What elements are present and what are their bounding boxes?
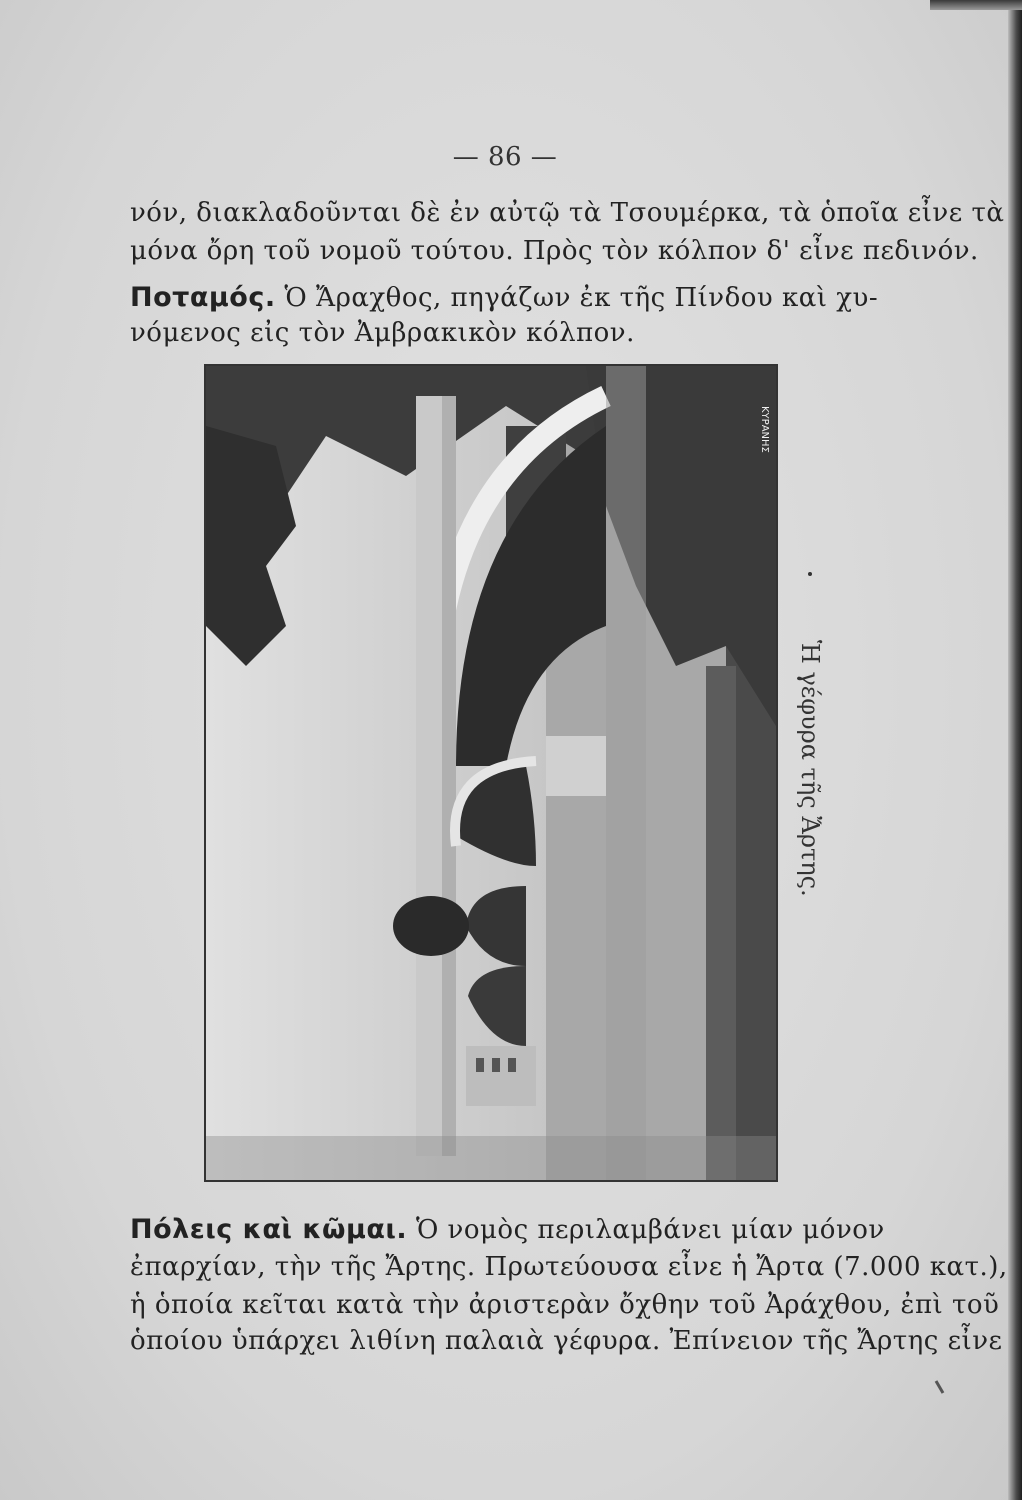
text-line: ἡ ὁποία κεῖται κατὰ τὴν ἀριστερὰν ὄχθην τοῦ Ἀράχθου, ἐπὶ τοῦ bbox=[130, 1290, 1000, 1320]
page-edge bbox=[1008, 0, 1022, 1500]
section-heading-rivers: Ποταμός. bbox=[130, 282, 276, 313]
text-line bbox=[130, 282, 878, 313]
text-line bbox=[130, 1214, 885, 1245]
text-line: ὁποίου ὑπάρχει λιθίνη παλαιὰ γέφυρα. Ἐπίνειον τῆς Ἄρτης εἶνε bbox=[130, 1326, 1003, 1356]
text-span: Ὁ Ἄραχθος, πηγάζων ἐκ τῆς Πίνδου καὶ χυ- bbox=[275, 283, 879, 313]
text-line: ἐπαρχίαν, τὴν τῆς Ἄρτης. Πρωτεύουσα εἶνε ἡ Ἄρτα (7.000 κατ.), bbox=[130, 1252, 1008, 1282]
bridge-illustration bbox=[206, 366, 776, 1180]
text-line: νόμενος εἰς τὸν Ἀμβρακικὸν κόλπον. bbox=[130, 318, 635, 348]
decorative-dot bbox=[808, 572, 812, 576]
page-number: — 86 — bbox=[452, 142, 558, 172]
figure-caption-wrap bbox=[790, 640, 830, 900]
text-span: Ὁ νομὸς περιλαμβάνει μίαν μόνον bbox=[407, 1215, 885, 1245]
text-line: μόνα ὄρη τοῦ νομοῦ τούτου. Πρὸς τὸν κόλπον δ' εἶνε πεδινόν. bbox=[130, 236, 979, 266]
text-line: νόν, διακλαδοῦνται δὲ ἐν αὐτῷ τὰ Τσουμέρκα, τὰ ὁποῖα εἶνε τὰ bbox=[130, 198, 1005, 228]
page-edge-top bbox=[930, 0, 1022, 10]
bridge-photograph bbox=[204, 364, 778, 1182]
photographer-mark: ΚΥΡΑΝΗΣ bbox=[759, 406, 770, 453]
section-heading-towns: Πόλεις καὶ κῶμαι. bbox=[130, 1214, 408, 1245]
figure-caption: Ἡ γέφυρα τῆς Ἄρτης. bbox=[796, 640, 824, 897]
margin-mark bbox=[935, 1380, 945, 1394]
